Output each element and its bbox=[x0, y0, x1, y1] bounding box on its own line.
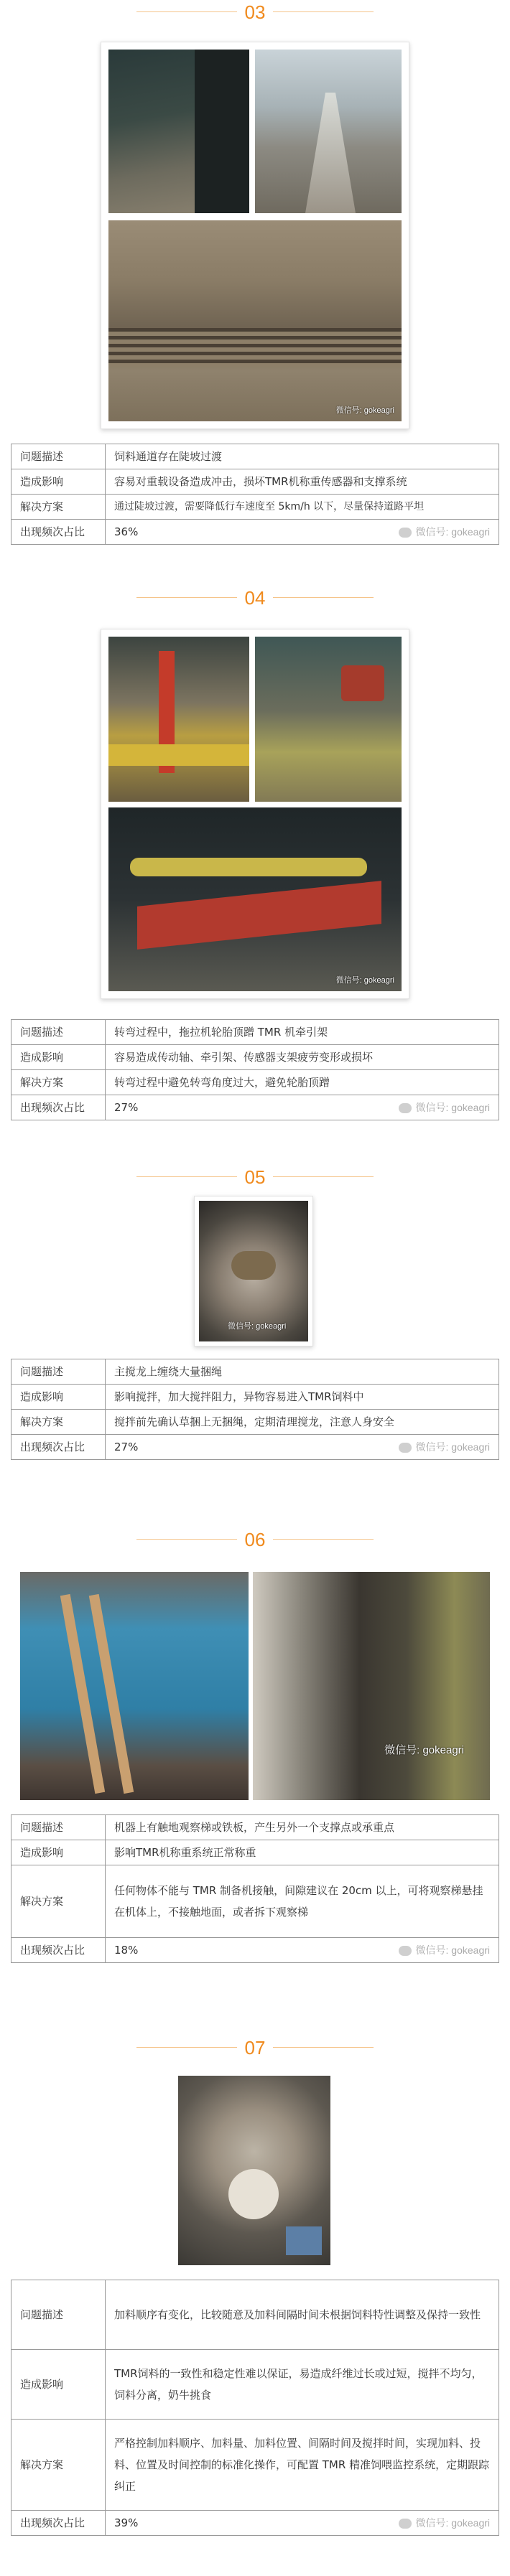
row-watermark: 微信号: gokeagri bbox=[399, 1938, 490, 1962]
row-value-with-watermark bbox=[106, 1435, 499, 1460]
wechat-icon bbox=[399, 1946, 412, 1956]
row-value: TMR饲料的一致性和稳定性难以保证，易造成纤维过长或过短，搅拌不均匀，饲料分离，奶牛挑食 bbox=[106, 2350, 499, 2420]
photo-ridged-ramp bbox=[108, 220, 402, 421]
table-row bbox=[11, 2420, 499, 2511]
frequency-value: 27% bbox=[114, 1101, 139, 1114]
row-label: 出现频次占比 bbox=[11, 1938, 106, 1963]
photo-watermark: 微信号: gokeagri bbox=[384, 1744, 464, 1756]
divider-right bbox=[273, 1539, 374, 1540]
divider-right bbox=[273, 597, 374, 598]
row-label: 问题描述 bbox=[11, 2280, 106, 2350]
info-table-07 bbox=[11, 2280, 499, 2536]
frequency-value: 36% bbox=[114, 525, 139, 538]
row-watermark: 微信号: gokeagri bbox=[399, 2511, 490, 2535]
row-label: 造成影响 bbox=[11, 2350, 106, 2420]
table-row bbox=[11, 469, 499, 495]
wechat-icon bbox=[399, 2519, 412, 2529]
row-value: 通过陡坡过渡，需要降低行车速度至 5km/h 以下，尽量保持道路平坦 bbox=[106, 495, 499, 520]
table-row bbox=[11, 1045, 499, 1070]
row-value: 容易对重载设备造成冲击，损坏TMR机称重传感器和支撑系统 bbox=[106, 469, 499, 495]
frequency-value: 27% bbox=[114, 1441, 139, 1453]
photo-pto-shaft bbox=[108, 807, 402, 991]
row-value-with-watermark bbox=[106, 2511, 499, 2536]
photo-watermark: 微信号: gokeagri bbox=[335, 976, 394, 985]
row-value-with-watermark bbox=[106, 1095, 499, 1120]
section-number-07: 07 bbox=[244, 2037, 266, 2059]
table-row bbox=[11, 1410, 499, 1435]
row-label: 解决方案 bbox=[11, 1070, 106, 1095]
wechat-icon bbox=[399, 1443, 412, 1453]
table-row bbox=[11, 444, 499, 469]
photo-frame-03 bbox=[101, 42, 409, 429]
row-value: 加料顺序有变化，比较随意及加料间隔时间未根据饲料特性调整及保持一致性 bbox=[106, 2280, 499, 2350]
row-label: 出现频次占比 bbox=[11, 520, 106, 545]
table-row bbox=[11, 1385, 499, 1410]
divider-right bbox=[273, 1176, 374, 1177]
photo-frame-05 bbox=[194, 1196, 313, 1346]
row-label: 造成影响 bbox=[11, 1045, 106, 1070]
table-row bbox=[11, 1865, 499, 1938]
row-value: 任何物体不能与 TMR 制备机接触，间隙建议在 20cm 以上，可将观察梯悬挂在机体上，不接触地面，或者拆下观察梯 bbox=[106, 1865, 499, 1938]
row-value: 影响TMR机称重系统正常称重 bbox=[106, 1840, 499, 1865]
row-value: 转弯过程中，拖拉机轮胎顶蹭 TMR 机牵引架 bbox=[106, 1020, 499, 1045]
row-watermark: 微信号: gokeagri bbox=[399, 520, 490, 544]
row-label: 出现频次占比 bbox=[11, 1435, 106, 1460]
table-row bbox=[11, 1840, 499, 1865]
row-label: 问题描述 bbox=[11, 444, 106, 469]
info-table-05 bbox=[11, 1359, 499, 1460]
row-value: 严格控制加料顺序、加料量、加料位置、间隔时间及搅拌时间，实现加料、投料、位置及时间控制的标准化操作，可配置 TMR 精准饲喂监控系统，定期跟踪纠正 bbox=[106, 2420, 499, 2511]
divider-left bbox=[136, 2047, 237, 2048]
row-value: 饲料通道存在陡坡过渡 bbox=[106, 444, 499, 469]
photo-drawbar bbox=[255, 637, 402, 802]
table-row bbox=[11, 495, 499, 520]
row-label: 出现频次占比 bbox=[11, 2511, 106, 2536]
row-value: 机器上有触地观察梯或铁板，产生另外一个支撑点或承重点 bbox=[106, 1815, 499, 1840]
row-value: 搅拌前先确认草捆上无捆绳，定期清理搅龙，注意人身安全 bbox=[106, 1410, 499, 1435]
table-row bbox=[11, 1359, 499, 1385]
info-table-03 bbox=[11, 444, 499, 545]
photo-barn-aisle bbox=[255, 50, 402, 213]
divider-left bbox=[136, 597, 237, 598]
row-label: 造成影响 bbox=[11, 1385, 106, 1410]
table-row bbox=[11, 2350, 499, 2420]
frequency-value: 39% bbox=[114, 2516, 139, 2529]
row-label: 造成影响 bbox=[11, 1840, 106, 1865]
row-label: 解决方案 bbox=[11, 2420, 106, 2511]
section-number-03: 03 bbox=[244, 1, 266, 23]
photo-frame-04 bbox=[101, 629, 409, 999]
section-number-06: 06 bbox=[244, 1529, 266, 1550]
row-value: 转弯过程中避免转弯角度过大，避免轮胎顶蹭 bbox=[106, 1070, 499, 1095]
row-label: 问题描述 bbox=[11, 1359, 106, 1385]
photo-slope-closeup bbox=[108, 50, 249, 213]
row-label: 问题描述 bbox=[11, 1020, 106, 1045]
row-label: 解决方案 bbox=[11, 1410, 106, 1435]
row-value: 容易造成传动轴、牵引架、传感器支架疲劳变形或损坏 bbox=[106, 1045, 499, 1070]
frequency-value: 18% bbox=[114, 1944, 139, 1957]
wechat-icon bbox=[399, 528, 412, 538]
divider-right bbox=[273, 11, 374, 12]
divider-right bbox=[273, 2047, 374, 2048]
row-label: 问题描述 bbox=[11, 1815, 106, 1840]
table-row bbox=[11, 2280, 499, 2350]
row-value: 影响搅拌，加大搅拌阻力，异物容易进入TMR饲料中 bbox=[106, 1385, 499, 1410]
divider-left bbox=[136, 1176, 237, 1177]
row-watermark: 微信号: gokeagri bbox=[399, 1095, 490, 1120]
wechat-icon bbox=[399, 1103, 412, 1113]
row-value-with-watermark bbox=[106, 520, 499, 545]
row-label: 出现频次占比 bbox=[11, 1095, 106, 1120]
info-table-04 bbox=[11, 1019, 499, 1120]
row-label: 解决方案 bbox=[11, 1865, 106, 1938]
table-row bbox=[11, 520, 499, 545]
photo-tire-contact bbox=[108, 637, 249, 802]
info-table-06 bbox=[11, 1814, 499, 1963]
photo-mixer-support bbox=[253, 1572, 490, 1800]
divider-left bbox=[136, 1539, 237, 1540]
photo-auger-twine bbox=[199, 1201, 308, 1341]
row-label: 解决方案 bbox=[11, 495, 106, 520]
divider-left bbox=[136, 11, 237, 12]
table-row bbox=[11, 1435, 499, 1460]
table-row bbox=[11, 1938, 499, 1963]
photo-mixer-loading bbox=[178, 2076, 330, 2265]
section-number-04: 04 bbox=[244, 587, 266, 609]
row-value-with-watermark bbox=[106, 1938, 499, 1963]
table-row bbox=[11, 1815, 499, 1840]
row-label: 造成影响 bbox=[11, 469, 106, 495]
table-row bbox=[11, 2511, 499, 2536]
row-watermark: 微信号: gokeagri bbox=[399, 1435, 490, 1459]
table-row bbox=[11, 1095, 499, 1120]
section-number-05: 05 bbox=[244, 1166, 266, 1188]
photo-mixer-ladder bbox=[20, 1572, 249, 1800]
table-row bbox=[11, 1070, 499, 1095]
table-row bbox=[11, 1020, 499, 1045]
photo-watermark: 微信号: gokeagri bbox=[228, 1322, 287, 1331]
row-value: 主搅龙上缠绕大量捆绳 bbox=[106, 1359, 499, 1385]
photo-watermark: 微信号: gokeagri bbox=[335, 406, 394, 415]
